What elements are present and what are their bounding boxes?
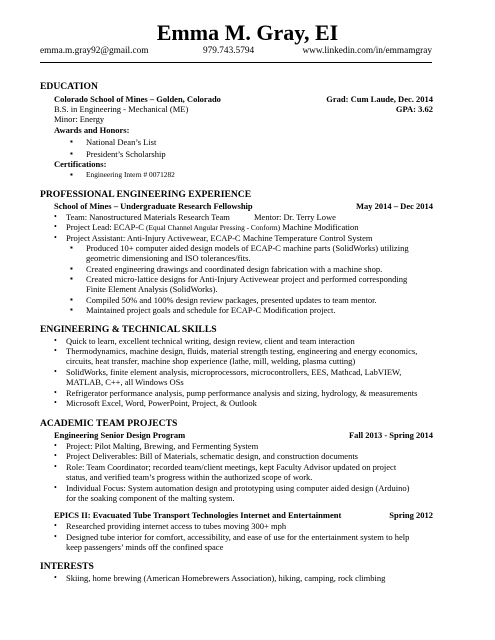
bullet-icon: ▪ (70, 295, 73, 304)
award-item: National Dean’s List (86, 137, 157, 147)
bullet-icon: ▪ (70, 243, 73, 252)
bullet-icon: • (54, 532, 57, 541)
bullet-icon: • (54, 462, 57, 471)
bullet-icon: • (54, 336, 57, 345)
experience-dates: May 2014 – Dec 2014 (356, 201, 433, 211)
skill-line: Quick to learn, excellent technical writing, design review, client and team interaction (66, 336, 355, 346)
project-line: Project Deliverables: Bill of Materials, schematic design, and construction documents (66, 451, 358, 461)
project-line: Project: Pilot Malting, Brewing, and Fermenting System (66, 441, 259, 451)
certification-item: Engineering Intern # 0071282 (86, 170, 175, 179)
bullet-icon: ▪ (70, 264, 73, 273)
phone-number: 979.743.5794 (203, 46, 255, 56)
candidate-name: Emma M. Gray, EI (156, 20, 339, 45)
skills-heading: ENGINEERING & TECHNICAL SKILLS (40, 324, 217, 335)
bullet-icon: • (54, 398, 57, 407)
bullet-icon: • (54, 521, 57, 530)
bullet-icon: • (54, 483, 57, 492)
project-title: Engineering Senior Design Program (54, 430, 186, 440)
interests-line: Skiing, home brewing (American Homebrewers Association), hiking, camping, rock climbing (66, 573, 386, 583)
skill-line: SolidWorks, finite element analysis, microprocessors, microcontrollers, EES, Mathcad, LabVIEW, (66, 367, 402, 377)
bullet-icon: • (54, 346, 57, 355)
linkedin-link[interactable]: www.linkedin.com/in/emmamgray (302, 46, 432, 56)
academic-heading: ACADEMIC TEAM PROJECTS (40, 418, 178, 429)
project-line: Designed tube interior for comfort, accessibility, and ease of use for the entertainment system to help (66, 532, 410, 542)
experience-lead: Project Lead: ECAP-C (Equal Channel Angular Pressing - Conform) Machine Modification (66, 222, 359, 232)
experience-assistant: Project Assistant: Anti-Injury Activewear, ECAP-C Machine Temperature Control System (66, 233, 373, 243)
interests-heading: INTERESTS (40, 561, 94, 572)
skill-line: Microsoft Excel, Word, PowerPoint, Project, & Outlook (66, 398, 257, 408)
bullet-icon: • (54, 451, 57, 460)
project-title: EPICS II: Evacuated Tube Transport Technologies Internet and Entertainment (54, 510, 342, 520)
experience-detail: Created micro-lattice designs for Anti-Injury Activewear project and performed corresponding (86, 274, 408, 284)
experience-team: Team: Nanostructured Materials Research Team (66, 212, 230, 222)
experience-detail: Finite Element Analysis (SolidWorks). (86, 284, 218, 294)
experience-heading: PROFESSIONAL ENGINEERING EXPERIENCE (40, 189, 252, 200)
experience-detail: geometric dimensioning and ISO tolerances/fits. (86, 253, 251, 263)
project-dates: Spring 2012 (389, 510, 433, 520)
experience-detail: Produced 10+ computer aided design models of ECAP-C machine parts (SolidWorks) utilizing (86, 243, 409, 253)
certifications-heading: Certifications: (54, 159, 107, 169)
bullet-icon: • (54, 222, 57, 231)
bullet-icon: ▪ (70, 137, 73, 146)
experience-org: School of Mines – Undergraduate Research Fellowship (54, 201, 253, 211)
project-line: status, and verified team’s progress within the authorized scope of work. (66, 472, 313, 482)
project-line: Researched providing internet access to tubes moving 300+ mph (66, 521, 287, 531)
education-heading: EDUCATION (40, 81, 98, 92)
skill-line: MATLAB, C++, all Windows OSs (66, 377, 184, 387)
header-divider (40, 62, 432, 63)
skill-line: Refrigerator performance analysis, pump performance analysis and sizing, hydrology, & measurements (66, 388, 418, 398)
graduation-info: Grad: Cum Laude, Dec. 2014 (326, 94, 433, 104)
gpa: GPA: 3.62 (395, 104, 433, 114)
bullet-icon: • (54, 367, 57, 376)
experience-detail: Compiled 50% and 100% design review packages, presented updates to team mentor. (86, 295, 377, 305)
bullet-icon: • (54, 573, 57, 582)
project-line: for the soaking component of the malting system. (66, 493, 235, 503)
project-line: Role: Team Coordinator; recorded team/client meetings, kept Faculty Advisor updated on project (66, 462, 397, 472)
degree: B.S. in Engineering - Mechanical (ME) (54, 104, 189, 114)
experience-detail: Maintained project goals and schedule for ECAP-C Modification project. (86, 305, 336, 315)
bullet-icon: • (54, 233, 57, 242)
awards-heading: Awards and Honors: (54, 125, 130, 135)
project-dates: Fall 2013 - Spring 2014 (348, 430, 433, 440)
experience-mentor: Mentor: Dr. Terry Lowe (254, 212, 336, 222)
bullet-icon: ▪ (70, 149, 73, 158)
minor: Minor: Energy (54, 114, 105, 124)
project-line: Individual Focus: System automation design and prototyping using computer aided design (Arduino) (66, 483, 410, 493)
bullet-icon: • (54, 441, 57, 450)
bullet-icon: • (54, 388, 57, 397)
school-name: Colorado School of Mines – Golden, Colorado (54, 94, 221, 104)
email-link[interactable]: emma.m.gray92@gmail.com (40, 46, 149, 56)
project-line: keep passengers’ minds off the confined space (66, 542, 224, 552)
bullet-icon: ▪ (70, 305, 73, 314)
bullet-icon: ▪ (70, 170, 73, 179)
skill-line: circuits, heat transfer, machine shop experience (lathe, mill, welding, plasma cutting) (66, 356, 356, 366)
bullet-icon: ▪ (70, 274, 73, 283)
award-item: President’s Scholarship (86, 149, 166, 159)
experience-detail: Created engineering drawings and coordinated design fabrication with a machine shop. (86, 264, 383, 274)
bullet-icon: • (54, 212, 57, 221)
skill-line: Thermodynamics, machine design, fluids, material strength testing, engineering and energy economics, (66, 346, 418, 356)
